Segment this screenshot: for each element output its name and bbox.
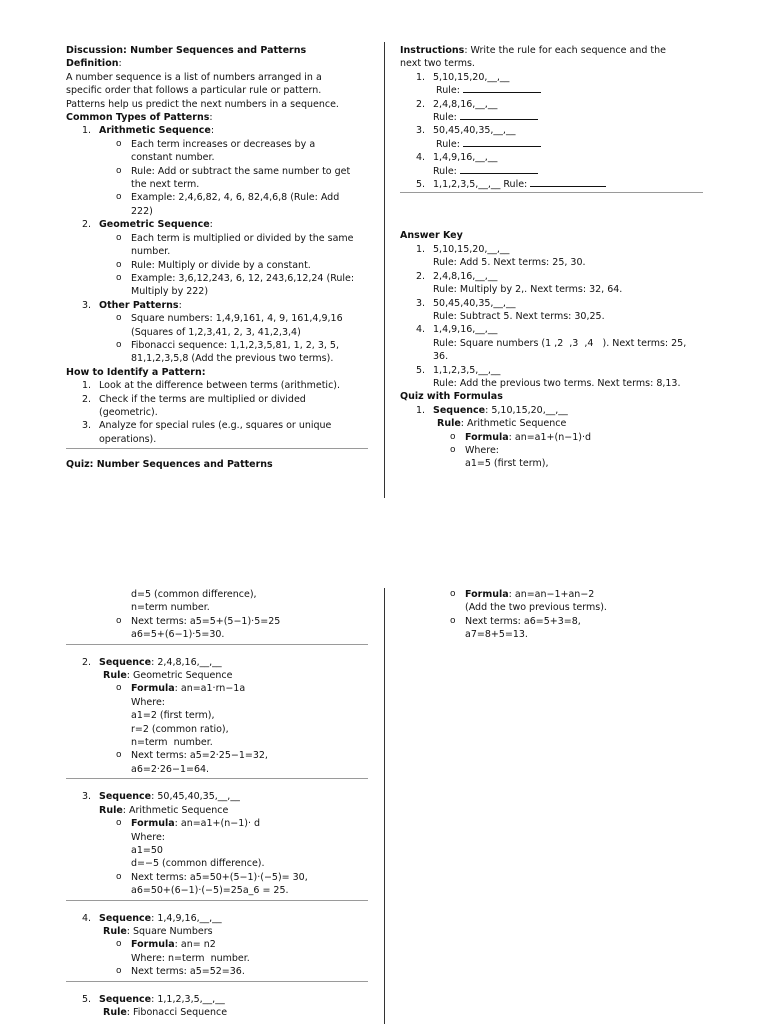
list-item: o Next terms: a5=50+(5−1)·(−5)= 30, [66, 871, 368, 884]
quiz-title: Quiz: Number Sequences and Patterns [66, 459, 273, 471]
common-types-heading: Common Types of Patterns: [66, 112, 213, 124]
rule-blank: Rule: [400, 138, 703, 151]
instructions: Instructions: Write the rule for each sequence and the [400, 45, 666, 56]
formula-item-1: 1. Sequence: 5,10,15,20,__,__ Rule: Arithmetic Sequence o Formula: an=a1+(n−1)·d o Where: a1=5 (first term), [400, 404, 703, 471]
list-item: o Next terms: a5=52=36. [66, 965, 368, 978]
divider [66, 778, 368, 779]
left-column [66, 44, 368, 472]
answer-item: 3. 50,45,40,35,__,__ [416, 297, 516, 309]
list-item: o Formula: an=a1+(n−1)· d [66, 817, 368, 830]
formula-item-2: 2. Sequence: 2,4,8,16,__,__ Rule: Geometric Sequence o Formula: an=a1·rn−1a Where: a1=2 (first term), r=2 (common ratio), n=term number. o Next terms: a5=2·25−1=32, a6=2·26−1=64. [66, 656, 368, 777]
rule-blank: Rule: [400, 84, 703, 97]
divider [66, 981, 368, 982]
formula-item-3: 3. Sequence: 50,45,40,35,__,__ Rule: Arithmetic Sequence o Formula: an=a1+(n−1)· d Where: a1=50 d=−5 (common difference). o Next terms: a5=50+(5−1)·(−5)= 30, a6=50+(6−1)·(−5)=25a_6 = 25. [66, 790, 368, 897]
quiz-list [400, 71, 703, 192]
identify-heading: How to Identify a Pattern: [66, 366, 206, 378]
identify-steps: 1. Look at the difference between terms (arithmetic). 2. Check if the terms are multiplied or divided (geometric). 3. Analyze for special rules (e.g., squares or unique operations). [66, 379, 368, 446]
list-item: o Example: 3,6,12,243, 6, 12, 243,6,12,24 (Rule: [66, 272, 368, 285]
divider [66, 448, 368, 449]
list-item: o Formula: an= n2 [66, 938, 368, 951]
list-item: o Each term increases or decreases by a [66, 138, 368, 151]
quiz-item: 4. 1,4,9,16,__,__ [416, 152, 498, 164]
answer-item: 4. 1,4,9,16,__,__ [416, 324, 498, 336]
definition-line: Patterns help us predict the next numbers in a sequence. [66, 98, 339, 110]
list-item: o Rule: Multiply or divide by a constant. [66, 259, 368, 272]
formula-item-5: 5. Sequence: 1,1,2,3,5,__,__ Rule: Fibonacci Sequence [82, 993, 228, 1018]
list-item: o Formula: an=a1·rn−1a [66, 682, 368, 695]
pattern-type-other: 3. Other Patterns: o Square numbers: 1,4,9,161, 4, 9, 161,4,9,16 (Squares of 1,2,3,41, 2, 3, 41,2,3,4) o Fibonacci sequence: 1,1,2,3,5,81, 1, 2, 3, 5, 81,1,2,3,5,8 (Add the previous two terms). [66, 299, 368, 366]
quiz-item: 3. 50,45,40,35,__,__ [416, 125, 516, 137]
right-column: Instructions: Write the rule for each sequence and the next two terms. 1. 5,10,15,20,__,__ Rule: 2. 2,4,8,16,__,__ Rule: 3. 50,45,40,35,__,__ Rule: 4. 1,4,9,16,__,__ Rule: 5. 1,1,2,3,5,__,__ Rule: Answer Key 1. 5,10,15,20,__,__ Rule: Add 5. Next terms: 25, 30. 2. 2,4,8,16,__,__ Rule: Multiply by 2,. Next terms: 32, 64. 3. 50,45,40,35,__,__ Rule: Subtract 5. Next terms: 30,25. 4. 1,4,9,16,__,__ Rule: Square numbers (1 ,2 ,3 ,4 ). Next terms: 25, 36. 5. 1,1,2,3,5,__,__ Rule: Add the previous two terms. Next terms: 8,13. Quiz with Formulas 1. Sequence: 5,10,15,20,__,__ Rule: Arithmetic Sequence o Formula: an=a1+(n−1)·d o Where: a1=5 (first term), [400, 44, 703, 471]
answer-list: 1. 5,10,15,20,__,__ Rule: Add 5. Next terms: 25, 30. 2. 2,4,8,16,__,__ Rule: Multiply by 2,. Next terms: 32, 64. 3. 50,45,40,35,__,__ Rule: Subtract 5. Next terms: 30,25. 4. 1,4,9,16,__,__ Rule: Square numbers (1 ,2 ,3 ,4 ). Next terms: 25, 36. 5. 1,1,2,3,5,__,__ Rule: Add the previous two terms. Next terms: 8,13. [400, 243, 703, 390]
quiz-item: 1. 5,10,15,20,__,__ [416, 71, 510, 83]
divider [400, 192, 703, 193]
list-item: o Fibonacci sequence: 1,1,2,3,5,81, 1, 2, 3, 5, [66, 339, 368, 352]
list-item: o Where: [400, 444, 703, 457]
list-item: o Formula: an=an−1+an−2 [400, 588, 703, 601]
pattern-type-geometric: 2. Geometric Sequence: o Each term is multiplied or divided by the same number. o Rule: Multiply or divide by a constant. o Example: 3,6,12,243, 6, 12, 243,6,12,24 (Rule: Multiply by 222) [66, 218, 368, 298]
answer-item: 1. 5,10,15,20,__,__ [416, 243, 510, 255]
discussion-title: Discussion: Number Sequences and Patterns [66, 45, 307, 56]
document-page-2 [0, 512, 768, 1024]
list-item: 1. Look at the difference between terms (arithmetic). [82, 380, 341, 392]
list-item: 2. Check if the terms are multiplied or divided [82, 393, 306, 405]
definition-line: A number sequence is a list of numbers arranged in a [66, 71, 322, 83]
list-item: o Square numbers: 1,4,9,161, 4, 9, 161,4,9,16 [66, 312, 368, 325]
formula-item-1-continued: d=5 (common difference), n=term number. o Next terms: a5=5+(5−1)·5=25 a6=5+(6−1)·5=30. [66, 588, 368, 642]
left-column [66, 588, 368, 1019]
rule-blank: Rule: [400, 111, 703, 124]
divider [66, 644, 368, 645]
pattern-type-arithmetic: 1. Arithmetic Sequence: o Each term increases or decreases by a constant number. o Rule: Add or subtract the same number to get the next term. o Example: 2,4,6,82, 4, 6, 82,4,6,8 (Rule: Add 222) [66, 124, 368, 218]
rule-blank: Rule: [400, 165, 703, 178]
list-item: o Next terms: a5=5+(5−1)·5=25 [66, 615, 368, 628]
list-item: o Rule: Add or subtract the same number to get [66, 165, 368, 178]
list-item: o Next terms: a6=5+3=8, [400, 615, 703, 628]
list-item: o Each term is multiplied or divided by the same [66, 232, 368, 245]
quiz-item: 2. 2,4,8,16,__,__ [416, 98, 498, 110]
answer-item: 5. 1,1,2,3,5,__,__ [416, 364, 501, 376]
list-item: 3. Analyze for special rules (e.g., squares or unique [82, 420, 332, 432]
answer-item: 2. 2,4,8,16,__,__ [416, 270, 498, 282]
formula-item-5-continued: o Formula: an=an−1+an−2 (Add the two previous terms). o Next terms: a6=5+3=8, a7=8+5=13. [400, 588, 703, 642]
definition-heading: Definition: [66, 58, 122, 70]
formulas-heading: Quiz with Formulas [400, 391, 503, 403]
column-divider [384, 42, 385, 498]
definition-line: specific order that follows a particular rule or pattern. [66, 85, 322, 97]
right-column [400, 588, 703, 642]
formula-item-4: 4. Sequence: 1,4,9,16,__,__ Rule: Square Numbers o Formula: an= n2 Where: n=term number. o Next terms: a5=52=36. [66, 912, 368, 979]
answer-key-heading: Answer Key [400, 230, 463, 242]
list-item: o Next terms: a5=2·25−1=32, [66, 749, 368, 762]
divider [66, 900, 368, 901]
list-item: o Formula: an=a1+(n−1)·d [400, 431, 703, 444]
column-divider [384, 588, 385, 1024]
list-item: o Example: 2,4,6,82, 4, 6, 82,4,6,8 (Rule: Add [66, 191, 368, 204]
quiz-item: 5. 1,1,2,3,5,__,__ Rule: [400, 178, 703, 191]
